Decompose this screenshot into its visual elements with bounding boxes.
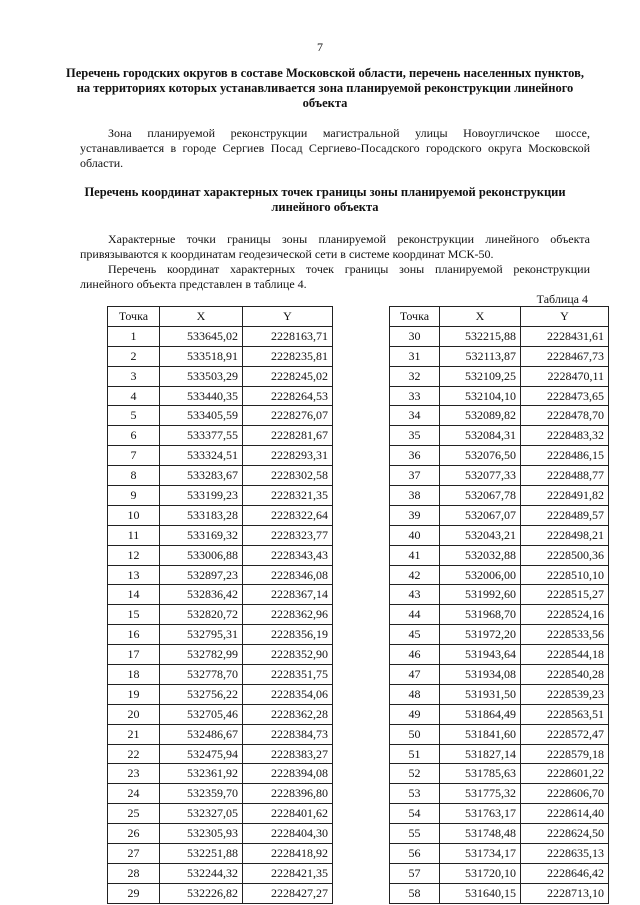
- y-coordinate-cell: 2228404,30: [243, 824, 333, 844]
- y-coordinate-cell: 2228478,70: [521, 406, 609, 426]
- table-row: [108, 525, 333, 545]
- y-coordinate-cell: 2228624,50: [521, 824, 609, 844]
- x-coordinate-cell: 531748,48: [440, 824, 521, 844]
- point-number-cell: 47: [390, 665, 440, 685]
- point-number-cell: 11: [108, 525, 160, 545]
- table-row: [108, 406, 333, 426]
- x-coordinate-cell: 532226,82: [160, 883, 243, 903]
- table-row: [108, 625, 333, 645]
- table-row: [108, 883, 333, 903]
- x-coordinate-cell: 533183,28: [160, 505, 243, 525]
- point-number-cell: 41: [390, 545, 440, 565]
- table-row: [390, 466, 609, 486]
- y-coordinate-cell: 2228579,18: [521, 744, 609, 764]
- y-coordinate-cell: 2228264,53: [243, 386, 333, 406]
- table-row: [108, 326, 333, 346]
- point-number-cell: 38: [390, 486, 440, 506]
- table-row: [390, 824, 609, 844]
- x-coordinate-cell: 532251,88: [160, 844, 243, 864]
- table-row: [108, 386, 333, 406]
- y-coordinate-cell: 2228401,62: [243, 804, 333, 824]
- y-coordinate-cell: 2228572,47: [521, 724, 609, 744]
- y-coordinate-cell: 2228351,75: [243, 665, 333, 685]
- y-coordinate-cell: 2228488,77: [521, 466, 609, 486]
- zone-description-paragraph: Зона планируемой реконструкции магистральной улицы Новоугличское шоссе, устанавливается в городе Сергиев Посад Сергиево-Посадского городского округа Московской области.: [80, 126, 590, 170]
- x-coordinate-cell: 533503,29: [160, 366, 243, 386]
- point-number-cell: 23: [108, 764, 160, 784]
- y-coordinate-cell: 2228356,19: [243, 625, 333, 645]
- x-coordinate-cell: 533518,91: [160, 346, 243, 366]
- point-number-cell: 55: [390, 824, 440, 844]
- y-coordinate-cell: 2228323,77: [243, 525, 333, 545]
- x-coordinate-cell: 533006,88: [160, 545, 243, 565]
- header-y: Y: [521, 307, 609, 327]
- x-coordinate-cell: 531934,08: [440, 665, 521, 685]
- y-coordinate-cell: 2228418,92: [243, 844, 333, 864]
- table-row: [108, 505, 333, 525]
- x-coordinate-cell: 532104,10: [440, 386, 521, 406]
- coordinates-intro: [80, 232, 590, 292]
- y-coordinate-cell: 2228352,90: [243, 645, 333, 665]
- point-number-cell: 53: [390, 784, 440, 804]
- x-coordinate-cell: 531992,60: [440, 585, 521, 605]
- y-coordinate-cell: 2228367,14: [243, 585, 333, 605]
- point-number-cell: 49: [390, 704, 440, 724]
- y-coordinate-cell: 2228500,36: [521, 545, 609, 565]
- point-number-cell: 27: [108, 844, 160, 864]
- point-number-cell: 25: [108, 804, 160, 824]
- x-coordinate-cell: 531972,20: [440, 625, 521, 645]
- table-row: [108, 645, 333, 665]
- y-coordinate-cell: 2228322,64: [243, 505, 333, 525]
- coordinates-system-paragraph: Характерные точки границы зоны планируемой реконструкции линейного объекта привязываются к координатам геодезической сети в системе координат МСК-50.: [80, 232, 590, 261]
- table-row: [390, 406, 609, 426]
- point-number-cell: 6: [108, 426, 160, 446]
- table-row: [390, 326, 609, 346]
- x-coordinate-cell: 532084,31: [440, 426, 521, 446]
- y-coordinate-cell: 2228646,42: [521, 863, 609, 883]
- y-coordinate-cell: 2228346,08: [243, 565, 333, 585]
- point-number-cell: 17: [108, 645, 160, 665]
- heading-coordinates: Перечень координат характерных точек границы зоны планируемой реконструкции линейного объекта: [84, 185, 566, 214]
- y-coordinate-cell: 2228421,35: [243, 863, 333, 883]
- x-coordinate-cell: 532782,99: [160, 645, 243, 665]
- header-point: Точка: [108, 307, 160, 327]
- point-number-cell: 29: [108, 883, 160, 903]
- table-row: [390, 665, 609, 685]
- y-coordinate-cell: 2228713,10: [521, 883, 609, 903]
- y-coordinate-cell: 2228276,07: [243, 406, 333, 426]
- point-number-cell: 45: [390, 625, 440, 645]
- point-number-cell: 36: [390, 446, 440, 466]
- y-coordinate-cell: 2228343,43: [243, 545, 333, 565]
- x-coordinate-cell: 532076,50: [440, 446, 521, 466]
- point-number-cell: 50: [390, 724, 440, 744]
- x-coordinate-cell: 531931,50: [440, 684, 521, 704]
- x-coordinate-cell: 531943,64: [440, 645, 521, 665]
- y-coordinate-cell: 2228563,51: [521, 704, 609, 724]
- point-number-cell: 8: [108, 466, 160, 486]
- y-coordinate-cell: 2228321,35: [243, 486, 333, 506]
- header-x: X: [440, 307, 521, 327]
- table-row: [108, 545, 333, 565]
- table-row: [390, 366, 609, 386]
- y-coordinate-cell: 2228431,61: [521, 326, 609, 346]
- y-coordinate-cell: 2228245,02: [243, 366, 333, 386]
- table-row: [390, 505, 609, 525]
- table-row: [108, 764, 333, 784]
- y-coordinate-cell: 2228489,57: [521, 505, 609, 525]
- point-number-cell: 46: [390, 645, 440, 665]
- table-row: [108, 565, 333, 585]
- page-number: 7: [317, 40, 323, 54]
- x-coordinate-cell: 532067,78: [440, 486, 521, 506]
- y-coordinate-cell: 2228539,23: [521, 684, 609, 704]
- point-number-cell: 39: [390, 505, 440, 525]
- x-coordinate-cell: 531968,70: [440, 605, 521, 625]
- x-coordinate-cell: 533283,67: [160, 466, 243, 486]
- x-coordinate-cell: 532244,32: [160, 863, 243, 883]
- x-coordinate-cell: 532032,88: [440, 545, 521, 565]
- y-coordinate-cell: 2228470,11: [521, 366, 609, 386]
- point-number-cell: 16: [108, 625, 160, 645]
- x-coordinate-cell: 531734,17: [440, 844, 521, 864]
- x-coordinate-cell: 533440,35: [160, 386, 243, 406]
- point-number-cell: 56: [390, 844, 440, 864]
- table-row: [390, 844, 609, 864]
- point-number-cell: 13: [108, 565, 160, 585]
- point-number-cell: 14: [108, 585, 160, 605]
- table-row: [108, 366, 333, 386]
- point-number-cell: 30: [390, 326, 440, 346]
- table-row: [108, 585, 333, 605]
- x-coordinate-cell: 532836,42: [160, 585, 243, 605]
- table-row: [390, 486, 609, 506]
- y-coordinate-cell: 2228302,58: [243, 466, 333, 486]
- x-coordinate-cell: 531763,17: [440, 804, 521, 824]
- table-row: [108, 486, 333, 506]
- table-row: [108, 824, 333, 844]
- y-coordinate-cell: 2228362,28: [243, 704, 333, 724]
- y-coordinate-cell: 2228383,27: [243, 744, 333, 764]
- point-number-cell: 40: [390, 525, 440, 545]
- table-row: [108, 665, 333, 685]
- y-coordinate-cell: 2228486,15: [521, 446, 609, 466]
- table-row: [108, 724, 333, 744]
- table-row: [108, 426, 333, 446]
- header-x: X: [160, 307, 243, 327]
- table-row: [390, 764, 609, 784]
- point-number-cell: 32: [390, 366, 440, 386]
- y-coordinate-cell: 2228235,81: [243, 346, 333, 366]
- x-coordinate-cell: 532006,00: [440, 565, 521, 585]
- x-coordinate-cell: 531785,63: [440, 764, 521, 784]
- y-coordinate-cell: 2228293,31: [243, 446, 333, 466]
- point-number-cell: 35: [390, 426, 440, 446]
- x-coordinate-cell: 531827,14: [440, 744, 521, 764]
- point-number-cell: 24: [108, 784, 160, 804]
- point-number-cell: 2: [108, 346, 160, 366]
- y-coordinate-cell: 2228498,21: [521, 525, 609, 545]
- y-coordinate-cell: 2228473,65: [521, 386, 609, 406]
- y-coordinate-cell: 2228281,67: [243, 426, 333, 446]
- point-number-cell: 31: [390, 346, 440, 366]
- table-row: [390, 545, 609, 565]
- point-number-cell: 12: [108, 545, 160, 565]
- x-coordinate-cell: 532113,87: [440, 346, 521, 366]
- point-number-cell: 51: [390, 744, 440, 764]
- table-row: [390, 605, 609, 625]
- table-row: [108, 784, 333, 804]
- point-number-cell: 19: [108, 684, 160, 704]
- point-number-cell: 33: [390, 386, 440, 406]
- table-row: [390, 625, 609, 645]
- y-coordinate-cell: 2228354,06: [243, 684, 333, 704]
- header-y: Y: [243, 307, 333, 327]
- point-number-cell: 1: [108, 326, 160, 346]
- table-row: [390, 525, 609, 545]
- y-coordinate-cell: 2228384,73: [243, 724, 333, 744]
- x-coordinate-cell: 533405,59: [160, 406, 243, 426]
- point-number-cell: 42: [390, 565, 440, 585]
- x-coordinate-cell: 532361,92: [160, 764, 243, 784]
- table-row: [108, 844, 333, 864]
- table-row: [390, 446, 609, 466]
- x-coordinate-cell: 532486,67: [160, 724, 243, 744]
- table-row: [108, 863, 333, 883]
- point-number-cell: 34: [390, 406, 440, 426]
- table-row: [108, 346, 333, 366]
- x-coordinate-cell: 533169,32: [160, 525, 243, 545]
- y-coordinate-cell: 2228427,27: [243, 883, 333, 903]
- x-coordinate-cell: 532305,93: [160, 824, 243, 844]
- x-coordinate-cell: 532897,23: [160, 565, 243, 585]
- x-coordinate-cell: 532778,70: [160, 665, 243, 685]
- y-coordinate-cell: 2228524,16: [521, 605, 609, 625]
- y-coordinate-cell: 2228163,71: [243, 326, 333, 346]
- x-coordinate-cell: 532359,70: [160, 784, 243, 804]
- point-number-cell: 37: [390, 466, 440, 486]
- x-coordinate-cell: 531841,60: [440, 724, 521, 744]
- y-coordinate-cell: 2228544,18: [521, 645, 609, 665]
- x-coordinate-cell: 532043,21: [440, 525, 521, 545]
- table-row: [390, 724, 609, 744]
- table-row: [390, 386, 609, 406]
- x-coordinate-cell: 532705,46: [160, 704, 243, 724]
- table-row: [390, 784, 609, 804]
- table-row: [390, 744, 609, 764]
- coordinates-table-right: [389, 306, 609, 904]
- table-row: [390, 585, 609, 605]
- y-coordinate-cell: 2228540,28: [521, 665, 609, 685]
- point-number-cell: 18: [108, 665, 160, 685]
- x-coordinate-cell: 532089,82: [440, 406, 521, 426]
- table-row: [390, 684, 609, 704]
- table-header-row: [108, 307, 333, 327]
- point-number-cell: 54: [390, 804, 440, 824]
- y-coordinate-cell: 2228515,27: [521, 585, 609, 605]
- table-header-row: [390, 307, 609, 327]
- table-row: [390, 704, 609, 724]
- point-number-cell: 20: [108, 704, 160, 724]
- table-row: [108, 466, 333, 486]
- y-coordinate-cell: 2228396,80: [243, 784, 333, 804]
- x-coordinate-cell: 532475,94: [160, 744, 243, 764]
- x-coordinate-cell: 533199,23: [160, 486, 243, 506]
- point-number-cell: 52: [390, 764, 440, 784]
- point-number-cell: 43: [390, 585, 440, 605]
- point-number-cell: 5: [108, 406, 160, 426]
- y-coordinate-cell: 2228601,22: [521, 764, 609, 784]
- x-coordinate-cell: 533324,51: [160, 446, 243, 466]
- table-row: [390, 804, 609, 824]
- point-number-cell: 4: [108, 386, 160, 406]
- table-row: [390, 863, 609, 883]
- x-coordinate-cell: 533377,55: [160, 426, 243, 446]
- table-row: [108, 605, 333, 625]
- table-row: [108, 804, 333, 824]
- y-coordinate-cell: 2228394,08: [243, 764, 333, 784]
- x-coordinate-cell: 532215,88: [440, 326, 521, 346]
- x-coordinate-cell: 532756,22: [160, 684, 243, 704]
- y-coordinate-cell: 2228491,82: [521, 486, 609, 506]
- y-coordinate-cell: 2228635,13: [521, 844, 609, 864]
- y-coordinate-cell: 2228606,70: [521, 784, 609, 804]
- point-number-cell: 7: [108, 446, 160, 466]
- point-number-cell: 58: [390, 883, 440, 903]
- x-coordinate-cell: 532077,33: [440, 466, 521, 486]
- point-number-cell: 26: [108, 824, 160, 844]
- point-number-cell: 28: [108, 863, 160, 883]
- point-number-cell: 3: [108, 366, 160, 386]
- table-row: [108, 446, 333, 466]
- table-row: [390, 645, 609, 665]
- y-coordinate-cell: 2228614,40: [521, 804, 609, 824]
- x-coordinate-cell: 532795,31: [160, 625, 243, 645]
- point-number-cell: 48: [390, 684, 440, 704]
- table-row: [108, 704, 333, 724]
- heading-districts: Перечень городских округов в составе Московской области, перечень населенных пунктов, на территориях которых устанавливается зона планируемой реконструкции линейного объекта: [66, 66, 584, 110]
- y-coordinate-cell: 2228533,56: [521, 625, 609, 645]
- point-number-cell: 10: [108, 505, 160, 525]
- x-coordinate-cell: 532820,72: [160, 605, 243, 625]
- x-coordinate-cell: 533645,02: [160, 326, 243, 346]
- point-number-cell: 21: [108, 724, 160, 744]
- table-row: [390, 426, 609, 446]
- x-coordinate-cell: 532109,25: [440, 366, 521, 386]
- x-coordinate-cell: 531864,49: [440, 704, 521, 724]
- point-number-cell: 44: [390, 605, 440, 625]
- point-number-cell: 22: [108, 744, 160, 764]
- table-caption: Таблица 4: [536, 292, 588, 306]
- table-row: [108, 684, 333, 704]
- table-reference-paragraph: Перечень координат характерных точек границы зоны планируемой реконструкции линейного объекта представлен в таблице 4.: [80, 262, 590, 291]
- y-coordinate-cell: 2228362,96: [243, 605, 333, 625]
- y-coordinate-cell: 2228510,10: [521, 565, 609, 585]
- x-coordinate-cell: 532327,05: [160, 804, 243, 824]
- point-number-cell: 9: [108, 486, 160, 506]
- x-coordinate-cell: 531720,10: [440, 863, 521, 883]
- table-row: [390, 565, 609, 585]
- table-row: [108, 744, 333, 764]
- x-coordinate-cell: 531640,15: [440, 883, 521, 903]
- x-coordinate-cell: 531775,32: [440, 784, 521, 804]
- table-row: [390, 883, 609, 903]
- y-coordinate-cell: 2228467,73: [521, 346, 609, 366]
- table-row: [390, 346, 609, 366]
- coordinates-table-left: [107, 306, 333, 904]
- header-point: Точка: [390, 307, 440, 327]
- y-coordinate-cell: 2228483,32: [521, 426, 609, 446]
- point-number-cell: 57: [390, 863, 440, 883]
- point-number-cell: 15: [108, 605, 160, 625]
- x-coordinate-cell: 532067,07: [440, 505, 521, 525]
